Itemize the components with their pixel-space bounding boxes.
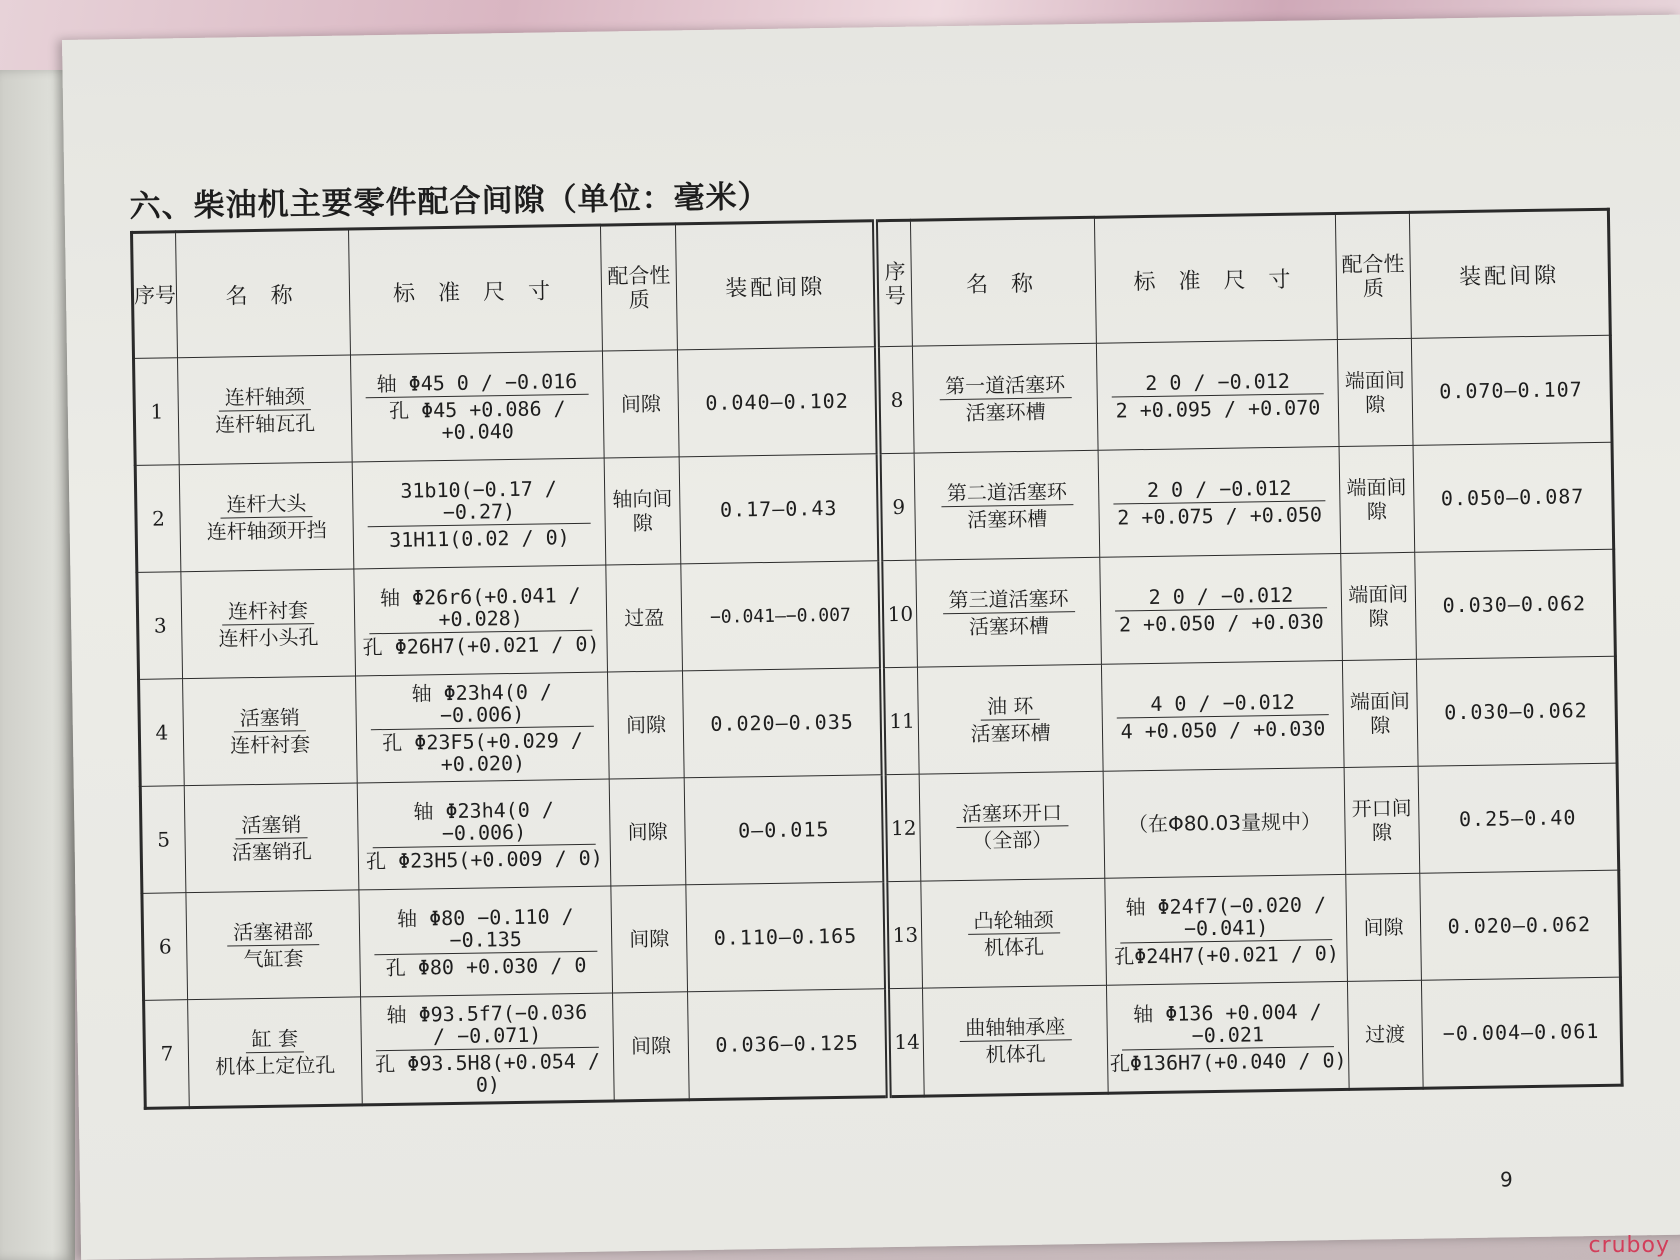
row-no: 6: [142, 893, 188, 1001]
fit-nature: 过盈: [606, 564, 683, 672]
part-name-bottom: 活塞环槽: [965, 399, 1046, 425]
hole-dim: 2 +0.050 / +0.030: [1118, 608, 1324, 636]
row-no: 14: [887, 988, 924, 1097]
part-name: [913, 343, 1098, 453]
shaft-dim: 轴 Φ80 −0.110 / −0.135: [374, 904, 597, 954]
row-no: 4: [139, 679, 185, 787]
standard-dims: [361, 993, 614, 1105]
part-name: [919, 771, 1104, 881]
part-name-top: 第二道活塞环: [941, 478, 1073, 507]
part-name-top: 第三道活塞环: [942, 585, 1074, 614]
part-name-bottom: 机体孔: [985, 1041, 1046, 1067]
shaft-dim: 4 0 / −0.012: [1116, 690, 1329, 718]
part-name-top: 活塞环开口: [956, 799, 1068, 828]
part-name-bottom: 机体孔: [983, 934, 1045, 960]
row-no: 8: [877, 346, 914, 454]
header-clearance-left: 装配间隙: [676, 221, 877, 350]
assembly-clearance: 0.030—0.062: [1416, 656, 1617, 766]
header-nature-left: 配合性质: [600, 224, 677, 351]
hole-dim: 孔 Φ45 +0.086 / +0.040: [388, 395, 566, 444]
part-name-top: 曲轴轴承座: [959, 1013, 1071, 1042]
table-row: [144, 977, 1623, 1108]
part-name-bottom: 活塞环槽: [968, 613, 1050, 639]
shaft-dim: 轴 Φ23h4(0 / −0.006): [370, 679, 593, 729]
part-name: [923, 985, 1108, 1096]
part-name: [914, 450, 1099, 560]
row-no: 13: [886, 881, 923, 989]
part-name: [918, 664, 1103, 774]
part-name-bottom: （全部）: [972, 827, 1053, 853]
part-name-bottom: 连杆衬套: [229, 731, 311, 757]
shaft-dim: 轴 Φ26r6(+0.041 / +0.028): [369, 583, 592, 633]
page-number: 9: [1499, 1167, 1513, 1192]
part-name-top: 活塞裙部: [227, 918, 319, 946]
fit-nature: 开口间隙: [1344, 766, 1419, 874]
hole-dim: 孔 Φ80 +0.030 / 0: [385, 952, 587, 980]
part-name-top: 活塞销: [234, 704, 306, 732]
header-name-left: 名 称: [176, 229, 351, 358]
hole-dim: 4 +0.050 / +0.030: [1120, 715, 1326, 743]
fit-nature: 过渡: [1348, 980, 1423, 1089]
part-name-top: 连杆衬套: [222, 597, 314, 625]
part-name: [183, 676, 358, 786]
part-name-bottom: 活塞环槽: [967, 506, 1048, 532]
part-name-bottom: 活塞环槽: [970, 720, 1051, 746]
standard-dims: [359, 886, 612, 997]
part-name: [921, 878, 1106, 988]
header-clearance-right: 装配间隙: [1409, 209, 1610, 338]
standard-dims: [351, 351, 604, 462]
fit-nature: 间隙: [609, 778, 686, 886]
assembly-clearance: 0.040—0.102: [678, 347, 879, 457]
fit-nature: 间隙: [607, 671, 684, 779]
shaft-dim: 2 0 / −0.012: [1111, 369, 1324, 397]
hole-dim: 31H11(0.02 / 0): [388, 524, 570, 552]
part-name-top: 缸 套: [245, 1025, 304, 1053]
part-name-top: 活塞销: [235, 811, 307, 839]
part-name: [186, 890, 361, 1000]
part-name-top: 连杆轴颈: [219, 383, 311, 411]
table-body: [134, 335, 1623, 1108]
part-name: [916, 557, 1101, 667]
fit-nature: 间隙: [611, 885, 688, 993]
part-name: [184, 783, 359, 893]
row-no: 2: [135, 465, 181, 573]
shaft-dim: 轴 Φ45 0 / −0.016: [365, 369, 588, 397]
shaft-dim: 轴 Φ24f7(−0.020 / −0.041): [1119, 893, 1332, 943]
standard-dims: [1103, 767, 1346, 878]
row-no: 12: [884, 774, 921, 882]
header-no-right: 序号: [875, 220, 913, 347]
standard-dims: [357, 779, 610, 890]
standard-dims: [1101, 660, 1344, 771]
standard-dims: [1098, 446, 1341, 557]
hole-dim: 孔 Φ23F5(+0.029 / +0.020): [382, 727, 584, 776]
shaft-dim: 2 0 / −0.012: [1113, 476, 1326, 504]
gauge-note: （在Φ80.03量规中）: [1127, 809, 1322, 837]
standard-dims: [1100, 553, 1343, 664]
table-header-row: [132, 209, 1611, 358]
shaft-dim: 轴 Φ23h4(0 / −0.006): [372, 797, 595, 847]
row-no: 5: [140, 786, 186, 894]
assembly-clearance: 0.25—0.40: [1418, 763, 1619, 873]
assembly-clearance: 0—0.015: [685, 775, 886, 885]
standard-dims: [1106, 981, 1349, 1093]
assembly-clearance: 0.036—0.125: [688, 989, 889, 1100]
part-name-top: 油 环: [981, 692, 1040, 720]
header-no-left: 序号: [132, 232, 178, 359]
left-page-edge: [0, 70, 75, 1260]
part-name: [188, 997, 363, 1108]
fit-nature: 端面间隙: [1343, 659, 1418, 767]
assembly-clearance: 0.110—0.165: [686, 882, 887, 992]
row-no: 10: [880, 560, 917, 668]
standard-dims: [354, 565, 607, 676]
shaft-dim: 31b10(−0.17 / −0.27): [367, 476, 590, 526]
header-nature-right: 配合性质: [1336, 212, 1411, 339]
fit-nature: 端面间隙: [1338, 338, 1413, 446]
assembly-clearance: 0.020—0.035: [683, 668, 884, 778]
watermark: cruboy: [1588, 1233, 1670, 1258]
assembly-clearance: −0.004—0.061: [1421, 977, 1622, 1088]
header-dims-left: 标 准 尺 寸: [349, 225, 603, 355]
part-name-bottom: 连杆轴瓦孔: [214, 410, 316, 437]
assembly-clearance: 0.050—0.087: [1413, 442, 1614, 552]
hole-dim: 孔Φ136H7(+0.040 / 0): [1109, 1047, 1347, 1076]
shaft-dim: 轴 Φ136 +0.004 / −0.021: [1121, 1000, 1334, 1050]
fit-nature: 端面间隙: [1339, 445, 1414, 553]
part-name-top: 第一道活塞环: [939, 371, 1071, 400]
hole-dim: 孔 Φ23H5(+0.009 / 0): [365, 845, 603, 873]
hole-dim: 孔 Φ26H7(+0.021 / 0): [362, 631, 600, 659]
header-dims-right: 标 准 尺 寸: [1094, 214, 1337, 344]
fit-nature: 轴向间隙: [604, 457, 681, 565]
page-title: 六、柴油机主要零件配合间隙（单位：毫米）: [129, 178, 770, 225]
part-name: [178, 355, 353, 465]
row-no: 3: [137, 572, 183, 680]
row-no: 11: [882, 667, 919, 775]
row-no: 9: [879, 453, 916, 561]
part-name-top: 凸轮轴颈: [967, 906, 1059, 934]
standard-dims: [352, 458, 605, 569]
standard-dims: [356, 672, 609, 783]
header-name-right: 名 称: [911, 217, 1097, 346]
part-name-bottom: 连杆小头孔: [218, 624, 319, 651]
assembly-clearance: 0.17—0.43: [680, 454, 881, 564]
part-name-top: 连杆大头: [220, 490, 312, 518]
assembly-clearance: −0.041—−0.007: [681, 561, 882, 671]
fit-nature: 间隙: [612, 992, 689, 1101]
fit-nature: 端面间隙: [1341, 552, 1416, 660]
row-no: 7: [144, 1000, 190, 1109]
document-page: [62, 15, 1680, 1260]
part-name-bottom: 气缸套: [243, 945, 304, 971]
standard-dims: [1096, 340, 1339, 451]
fit-nature: 间隙: [602, 350, 679, 458]
part-name-bottom: 连杆轴颈开挡: [206, 517, 327, 544]
assembly-clearance: 0.070—0.107: [1411, 335, 1612, 445]
hole-dim: 孔Φ24H7(+0.021 / 0): [1114, 940, 1340, 969]
fit-nature: 间隙: [1346, 873, 1421, 981]
part-name: [179, 462, 354, 572]
hole-dim: 2 +0.095 / +0.070: [1115, 394, 1321, 422]
hole-dim: 孔 Φ93.5H8(+0.054 / 0): [375, 1048, 601, 1097]
shaft-dim: 2 0 / −0.012: [1115, 583, 1328, 611]
assembly-clearance: 0.030—0.062: [1414, 549, 1615, 659]
part-name: [181, 569, 356, 679]
standard-dims: [1105, 874, 1348, 985]
assembly-clearance: 0.020—0.062: [1419, 870, 1620, 980]
shaft-dim: 轴 Φ93.5f7(−0.036 / −0.071): [375, 1000, 598, 1050]
row-no: 1: [134, 358, 180, 466]
part-name-bottom: 活塞销孔: [231, 838, 313, 864]
hole-dim: 2 +0.075 / +0.050: [1117, 501, 1323, 529]
part-name-bottom: 机体上定位孔: [215, 1052, 336, 1079]
clearance-table: [130, 208, 1624, 1110]
